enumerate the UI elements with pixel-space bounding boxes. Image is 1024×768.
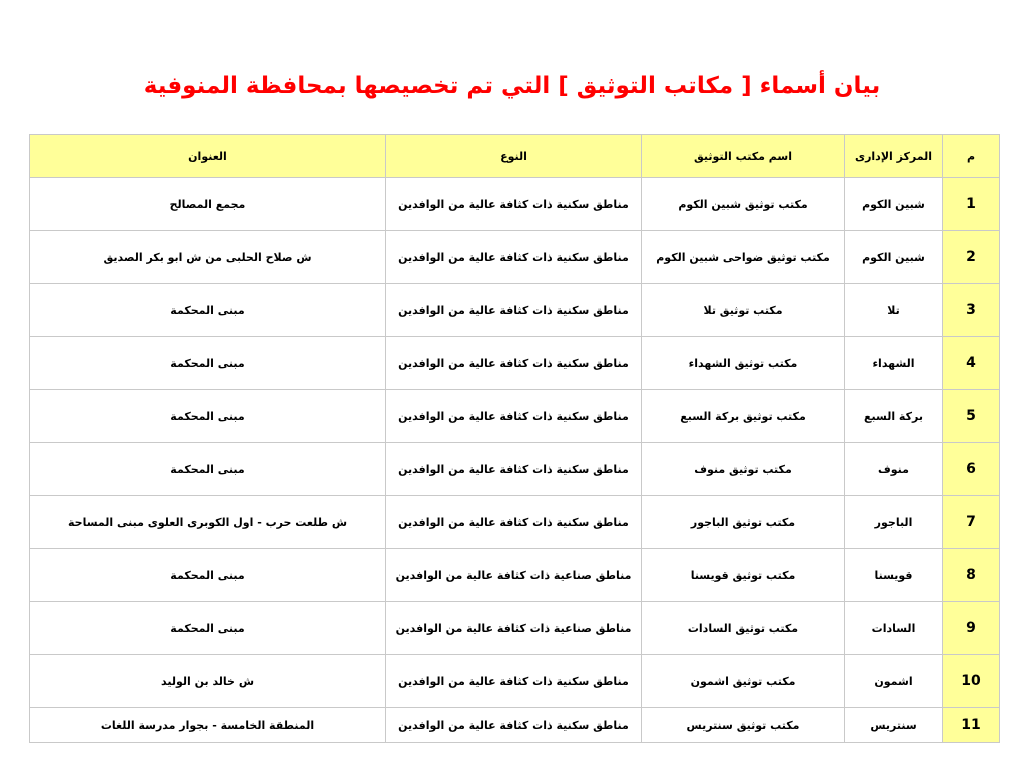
row-type: مناطق صناعية ذات كثافة عالية من الوافدين xyxy=(386,549,642,602)
row-number: 4 xyxy=(943,337,1000,390)
table-row xyxy=(30,337,1000,390)
row-number: 10 xyxy=(943,655,1000,708)
row-address: ش طلعت حرب - اول الكوبرى العلوى مبنى المساحة xyxy=(30,496,386,549)
row-admin-center: شبين الكوم xyxy=(845,178,943,231)
row-type: مناطق سكنية ذات كثافة عالية من الوافدين xyxy=(386,284,642,337)
row-number: 3 xyxy=(943,284,1000,337)
row-office-name: مكتب توثيق منوف xyxy=(642,443,845,496)
row-number: 9 xyxy=(943,602,1000,655)
row-address: مبنى المحكمة xyxy=(30,284,386,337)
row-office-name: مكتب توثيق شبين الكوم xyxy=(642,178,845,231)
row-address: المنطقة الخامسة - بجوار مدرسة اللغات xyxy=(30,708,386,743)
row-office-name: مكتب توثيق بركة السبع xyxy=(642,390,845,443)
page-title: بيان أسماء [ مكاتب التوثيق ] التي تم تخصيصها بمحافظة المنوفية xyxy=(143,73,881,99)
row-admin-center: سنتريس xyxy=(845,708,943,743)
table-row xyxy=(30,655,1000,708)
row-type: مناطق صناعية ذات كثافة عالية من الوافدين xyxy=(386,602,642,655)
row-admin-center: اشمون xyxy=(845,655,943,708)
table-row xyxy=(30,549,1000,602)
notary-offices-table xyxy=(29,134,1000,743)
row-type: مناطق سكنية ذات كثافة عالية من الوافدين xyxy=(386,443,642,496)
row-type: مناطق سكنية ذات كثافة عالية من الوافدين xyxy=(386,708,642,743)
row-type: مناطق سكنية ذات كثافة عالية من الوافدين xyxy=(386,337,642,390)
header-number: م xyxy=(943,135,1000,178)
row-number: 5 xyxy=(943,390,1000,443)
row-address: مبنى المحكمة xyxy=(30,390,386,443)
row-office-name: مكتب توثيق سنتريس xyxy=(642,708,845,743)
row-admin-center: الباجور xyxy=(845,496,943,549)
row-office-name: مكتب توثيق ضواحى شبين الكوم xyxy=(642,231,845,284)
row-address: ش صلاح الحلبى من ش ابو بكر الصديق xyxy=(30,231,386,284)
row-admin-center: شبين الكوم xyxy=(845,231,943,284)
row-office-name: مكتب توثيق الشهداء xyxy=(642,337,845,390)
row-type: مناطق سكنية ذات كثافة عالية من الوافدين xyxy=(386,390,642,443)
row-admin-center: قويسنا xyxy=(845,549,943,602)
row-admin-center: بركة السبع xyxy=(845,390,943,443)
row-number: 1 xyxy=(943,178,1000,231)
row-address: مجمع المصالح xyxy=(30,178,386,231)
row-office-name: مكتب توثيق تلا xyxy=(642,284,845,337)
table-row xyxy=(30,602,1000,655)
table-row xyxy=(30,496,1000,549)
row-office-name: مكتب توثيق قويسنا xyxy=(642,549,845,602)
header-admin-center: المركز الإدارى xyxy=(845,135,943,178)
row-number: 8 xyxy=(943,549,1000,602)
row-office-name: مكتب توثيق اشمون xyxy=(642,655,845,708)
row-type: مناطق سكنية ذات كثافة عالية من الوافدين xyxy=(386,178,642,231)
row-type: مناطق سكنية ذات كثافة عالية من الوافدين xyxy=(386,655,642,708)
table-header-row xyxy=(30,135,1000,178)
row-number: 2 xyxy=(943,231,1000,284)
table-row xyxy=(30,178,1000,231)
row-admin-center: منوف xyxy=(845,443,943,496)
row-admin-center: السادات xyxy=(845,602,943,655)
row-office-name: مكتب توثيق الباجور xyxy=(642,496,845,549)
row-address: مبنى المحكمة xyxy=(30,443,386,496)
row-address: مبنى المحكمة xyxy=(30,549,386,602)
row-number: 6 xyxy=(943,443,1000,496)
row-number: 7 xyxy=(943,496,1000,549)
row-address: مبنى المحكمة xyxy=(30,337,386,390)
table-row xyxy=(30,390,1000,443)
header-type: النوع xyxy=(386,135,642,178)
table-row xyxy=(30,443,1000,496)
table-row xyxy=(30,284,1000,337)
row-admin-center: الشهداء xyxy=(845,337,943,390)
row-address: مبنى المحكمة xyxy=(30,602,386,655)
header-address: العنوان xyxy=(30,135,386,178)
row-admin-center: تلا xyxy=(845,284,943,337)
row-office-name: مكتب توثيق السادات xyxy=(642,602,845,655)
row-type: مناطق سكنية ذات كثافة عالية من الوافدين xyxy=(386,231,642,284)
table-row xyxy=(30,231,1000,284)
table-row xyxy=(30,708,1000,743)
header-office-name: اسم مكتب التوثيق xyxy=(642,135,845,178)
row-type: مناطق سكنية ذات كثافة عالية من الوافدين xyxy=(386,496,642,549)
row-address: ش خالد بن الوليد xyxy=(30,655,386,708)
row-number: 11 xyxy=(943,708,1000,743)
